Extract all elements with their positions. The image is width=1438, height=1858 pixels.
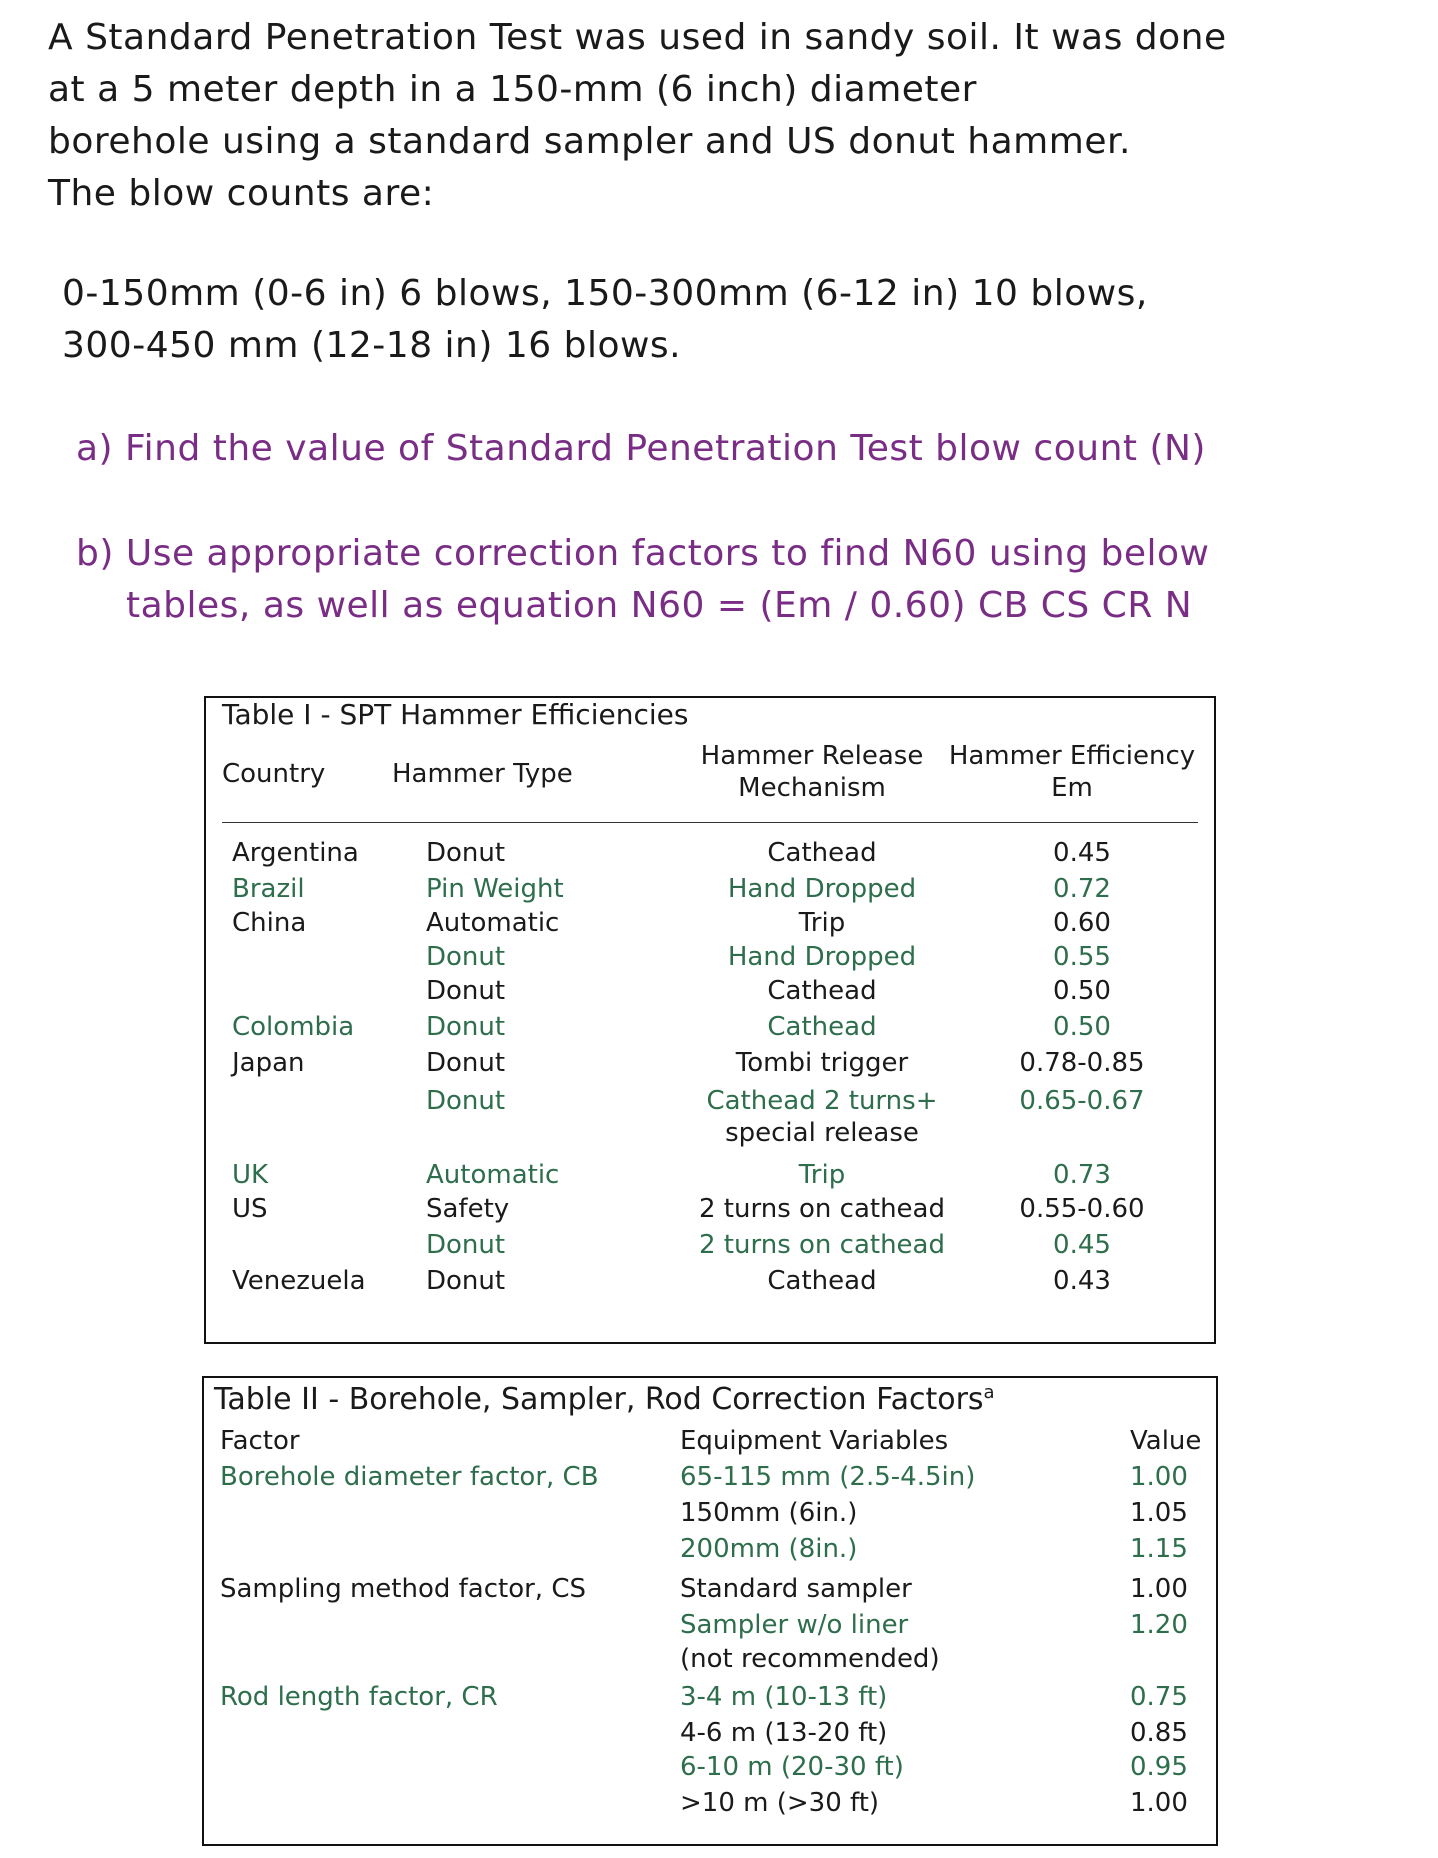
- table2-title-text: Table II - Borehole, Sampler, Rod Correction Factors: [214, 1382, 984, 1417]
- country-cell: US: [232, 1194, 268, 1224]
- table1-row: [222, 1230, 1198, 1266]
- problem-statement: [48, 12, 1408, 220]
- table2-row: [204, 1788, 1216, 1824]
- table1-row: [222, 942, 1198, 978]
- table2-row: [204, 1752, 1216, 1788]
- country-cell: Brazil: [232, 874, 305, 904]
- country-cell: Venezuela: [232, 1266, 366, 1296]
- hammer-type-cell: Pin Weight: [426, 874, 564, 904]
- equipment-cell: 6-10 m (20-30 ft): [680, 1752, 904, 1782]
- hammer-type-cell: Automatic: [426, 1160, 560, 1190]
- hammer-type-cell: Donut: [426, 838, 506, 868]
- value-cell: 1.20: [1130, 1610, 1188, 1640]
- hammer-type-cell: Donut: [426, 1048, 506, 1078]
- country-cell: Colombia: [232, 1012, 355, 1042]
- table1-row: [222, 1118, 1198, 1154]
- equipment-cell: >10 m (>30 ft): [680, 1788, 880, 1818]
- equipment-cell: 4-6 m (13-20 ft): [680, 1718, 888, 1748]
- hammer-type-cell: Automatic: [426, 908, 560, 938]
- hammer-type-cell: Donut: [426, 1086, 506, 1116]
- mechanism-cell: special release: [725, 1118, 919, 1148]
- efficiency-cell: 0.50: [1053, 1012, 1111, 1042]
- value-cell: 0.85: [1130, 1718, 1188, 1748]
- blow-counts: [62, 268, 1148, 372]
- equipment-cell: 3-4 m (10-13 ft): [680, 1682, 888, 1712]
- table2-header: [204, 1426, 1216, 1462]
- efficiency-cell: 0.45: [1053, 838, 1111, 868]
- correction-factor-table: [202, 1376, 1218, 1846]
- equipment-cell: Standard sampler: [680, 1574, 912, 1604]
- equipment-cell: 200mm (8in.): [680, 1534, 858, 1564]
- question-b-line: b) Use appropriate correction factors to find N60 using below: [76, 533, 1210, 574]
- header-efficiency: [942, 740, 1202, 804]
- blow-line: 0-150mm (0-6 in) 6 blows, 150-300mm (6-12 in) 10 blows,: [62, 273, 1148, 314]
- country-cell: Argentina: [232, 838, 359, 868]
- mechanism-cell: 2 turns on cathead: [699, 1194, 945, 1224]
- question-a: a) Find the value of Standard Penetration Test blow count (N): [76, 428, 1206, 469]
- factor-cell: Sampling method factor, CS: [220, 1574, 586, 1604]
- mechanism-cell: Hand Dropped: [727, 874, 917, 904]
- table2-row: [204, 1718, 1216, 1754]
- efficiency-cell: 0.78-0.85: [1019, 1048, 1145, 1078]
- hammer-type-cell: Donut: [426, 1012, 506, 1042]
- value-cell: 1.15: [1130, 1534, 1188, 1564]
- hammer-type-cell: Donut: [426, 1230, 506, 1260]
- efficiency-cell: 0.60: [1053, 908, 1111, 938]
- value-cell: 0.75: [1130, 1682, 1188, 1712]
- table1-header: [222, 736, 1198, 823]
- mechanism-cell: Cathead: [767, 1266, 877, 1296]
- equipment-cell: Sampler w/o liner: [680, 1610, 909, 1640]
- hammer-type-cell: Safety: [426, 1194, 510, 1224]
- table2-title: [214, 1382, 995, 1417]
- table2-footnote-mark: a: [983, 1382, 995, 1403]
- header-release-line2: Mechanism: [738, 773, 886, 803]
- intro-line: at a 5 meter depth in a 150-mm (6 inch) diameter: [48, 69, 977, 110]
- table1-row: [222, 1048, 1198, 1084]
- header-hammer-type: Hammer Type: [392, 759, 573, 789]
- header-equipment: Equipment Variables: [680, 1426, 949, 1456]
- efficiency-cell: 0.43: [1053, 1266, 1111, 1296]
- efficiency-cell: 0.50: [1053, 976, 1111, 1006]
- header-efficiency-line1: Hammer Efficiency: [948, 741, 1196, 771]
- table2-row: [204, 1462, 1216, 1498]
- country-cell: China: [232, 908, 307, 938]
- equipment-cell: (not recommended): [680, 1644, 940, 1674]
- intro-line: borehole using a standard sampler and US donut hammer.: [48, 121, 1131, 162]
- value-cell: 0.95: [1130, 1752, 1188, 1782]
- value-cell: 1.00: [1130, 1462, 1188, 1492]
- country-cell: UK: [232, 1160, 269, 1190]
- intro-line: A Standard Penetration Test was used in sandy soil. It was done: [48, 17, 1227, 58]
- table1-row: [222, 1194, 1198, 1230]
- mechanism-cell: Tombi trigger: [735, 1048, 909, 1078]
- blow-line: 300-450 mm (12-18 in) 16 blows.: [62, 325, 682, 366]
- mechanism-cell: Cathead: [767, 976, 877, 1006]
- hammer-efficiency-table: [204, 696, 1216, 1344]
- header-efficiency-line2: Em: [1051, 773, 1093, 803]
- table2-row: [204, 1610, 1216, 1646]
- header-release-line1: Hammer Release: [700, 741, 924, 771]
- header-factor: Factor: [220, 1426, 300, 1456]
- table1-row: [222, 1086, 1198, 1122]
- value-cell: 1.00: [1130, 1574, 1188, 1604]
- header-country: Country: [222, 759, 326, 789]
- mechanism-cell: 2 turns on cathead: [699, 1230, 945, 1260]
- table1-title: Table I - SPT Hammer Efficiencies: [222, 698, 689, 731]
- mechanism-cell: Cathead 2 turns+: [706, 1086, 938, 1116]
- table1-row: [222, 1012, 1198, 1048]
- value-cell: 1.00: [1130, 1788, 1188, 1818]
- hammer-type-cell: Donut: [426, 942, 506, 972]
- efficiency-cell: 0.55-0.60: [1019, 1194, 1145, 1224]
- table1-row: [222, 1160, 1198, 1196]
- efficiency-cell: 0.55: [1053, 942, 1111, 972]
- hammer-type-cell: Donut: [426, 976, 506, 1006]
- country-cell: Japan: [232, 1048, 305, 1078]
- mechanism-cell: Trip: [798, 908, 846, 938]
- table1-row: [222, 908, 1198, 944]
- intro-line: The blow counts are:: [48, 173, 435, 214]
- efficiency-cell: 0.73: [1053, 1160, 1111, 1190]
- table2-row: [204, 1498, 1216, 1534]
- mechanism-cell: Cathead: [767, 1012, 877, 1042]
- table1-row: [222, 1266, 1198, 1302]
- equipment-cell: 65-115 mm (2.5-4.5in): [680, 1462, 976, 1492]
- table2-row: [204, 1644, 1216, 1680]
- question-b: [76, 528, 1209, 632]
- table2-row: [204, 1682, 1216, 1718]
- table2-row: [204, 1574, 1216, 1610]
- hammer-type-cell: Donut: [426, 1266, 506, 1296]
- mechanism-cell: Cathead: [767, 838, 877, 868]
- factor-cell: Rod length factor, CR: [220, 1682, 498, 1712]
- efficiency-cell: 0.65-0.67: [1019, 1086, 1145, 1116]
- header-release: [662, 740, 962, 804]
- table1-row: [222, 838, 1198, 874]
- table1-row: [222, 976, 1198, 1012]
- table1-row: [222, 874, 1198, 910]
- mechanism-cell: Trip: [798, 1160, 846, 1190]
- mechanism-cell: Hand Dropped: [727, 942, 917, 972]
- efficiency-cell: 0.45: [1053, 1230, 1111, 1260]
- header-value: Value: [1130, 1426, 1202, 1456]
- factor-cell: Borehole diameter factor, CB: [220, 1462, 599, 1492]
- value-cell: 1.05: [1130, 1498, 1188, 1528]
- efficiency-cell: 0.72: [1053, 874, 1111, 904]
- table2-row: [204, 1534, 1216, 1570]
- equipment-cell: 150mm (6in.): [680, 1498, 858, 1528]
- question-b-line: tables, as well as equation N60 = (Em / 0.60) CB CS CR N: [126, 585, 1193, 626]
